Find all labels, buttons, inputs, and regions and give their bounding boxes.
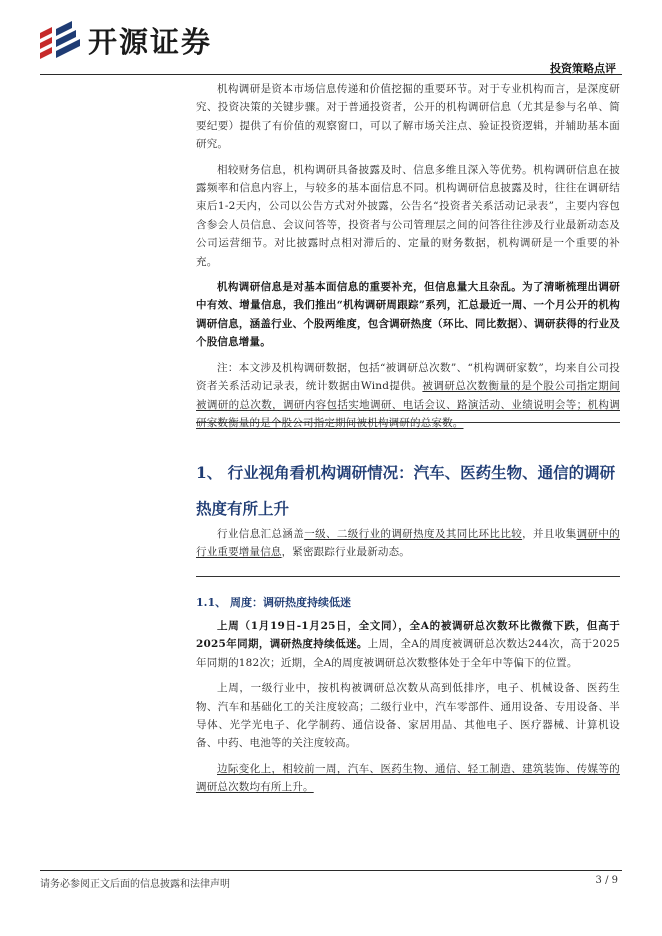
weekly-paragraph (196, 617, 620, 672)
summary-text: 行业信息汇总涵盖 (217, 528, 305, 540)
intro-key-paragraph: 机构调研信息是对基本面信息的重要补充，但信息量大且杂乱。为了清晰梳理出调研中有效、增量信息，我们推出“机构调研周跟踪”系列，汇总最近一周、一个月公开的机构调研信息，涵盖行业、个股两维度，包含调研热度（环比、同比数据）、调研获得的行业及个股信息增量。 (196, 281, 620, 349)
intro-paragraph: 机构调研是资本市场信息传递和价值挖掘的重要环节。对于专业机构而言，是深度研究、投资决策的关键步骤。对于普通投资者，公开的机构调研信息（尤其是参与名单、简要纪要）提供了有价值的观察窗口，可以了解市场关注点、验证投资逻辑，并辅助基本面研究。 (196, 83, 620, 151)
section-1-1-body (196, 617, 620, 804)
section-1-1-heading: 1.1、 周度：调研热度持续低迷 (196, 596, 351, 609)
footer-disclaimer: 请务必参阅正文后面的信息披露和法律声明 (40, 879, 230, 890)
page-number: 3 / 9 (595, 875, 618, 886)
section-1-heading: 1、 行业视角看机构调研情况：汽车、医药生物、通信的调研热度有所上升 (196, 463, 616, 518)
section-divider (196, 422, 620, 423)
section-divider (196, 576, 620, 577)
company-logo (38, 18, 212, 62)
intro-paragraph: 相较财务信息，机构调研具备披露及时、信息多维且深入等优势。机构调研信息在披露频率和信息内容上，与较多的基本面信息不同。机构调研信息披露及时，往往在调研结束后1-2天内，公司以公告方式对外披露，公告名“投资者关系活动记录表”，主要内容包含参会人员信息、会议问答等，投资者与公司管理层之间的问答往往涉及行业最新动态及公司运营细节。对比披露时点相对滞后的、定量的财务数据，机构调研是一个重要的补充。 (196, 163, 620, 268)
logo-mark-icon (38, 19, 84, 61)
intro-section (196, 80, 620, 432)
summary-underlined: 调研中的行业重要增量信息 (196, 528, 620, 559)
note-lead: 注：本文涉及机构调研数据，包括“被调研总次数”、“机构调研家数”，均来自公司投资者关系活动记录表，统计数据由Wind提供。 (196, 361, 620, 393)
header-divider (40, 74, 622, 75)
weekly-detail: 上周，全A的周度被调研总次数达244次，高于2025年同期的182次；近期，全A的周度被调研总次数整体处于全年中等偏下的位置。 (196, 638, 621, 669)
section-1-summary (196, 525, 620, 569)
marginal-change-text: 边际变化上，相较前一周，汽车、医药生物、通信、轻工制造、建筑装饰、传媒等的调研总次数均有所上升。 (196, 762, 620, 794)
summary-text: ，并且收集 (522, 528, 577, 540)
weekly-key-sentence: 上周（1月19日-1月25日，全文同），全A的被调研总次数环比微微下跌，但高于2025年同期，调研热度持续低迷。 (196, 620, 620, 651)
brand-name: 开源证券 (88, 24, 213, 59)
industry-paragraph: 上周，一级行业中，按机构被调研总次数从高到低排序，电子、机械设备、医药生物、汽车和基础化工的关注度较高；二级行业中，汽车零部件、通用设备、专用设备、半导体、光学光电子、化学制药、通信设备、家居用品、其他电子、医疗器械、计算机设备、中药、电池等的关注度较高。 (196, 682, 620, 750)
section-1-summary-paragraph (196, 525, 620, 562)
summary-underlined: 一级、二级行业的调研热度及其同比环比比较 (304, 528, 523, 540)
marginal-change-paragraph (196, 760, 620, 797)
report-type-label: 投资策略点评 (550, 62, 616, 75)
summary-text: ，紧密跟踪行业最新动态。 (281, 546, 411, 559)
footer-divider (40, 870, 622, 871)
note-definition: 被调研总次数衡量的是个股公司指定期间被调研的总次数，调研内容包括实地调研、电话会议、路演活动、业绩说明会等；机构调研家数衡量的是个股公司指定期间被机构调研的总家数。 (196, 380, 620, 429)
